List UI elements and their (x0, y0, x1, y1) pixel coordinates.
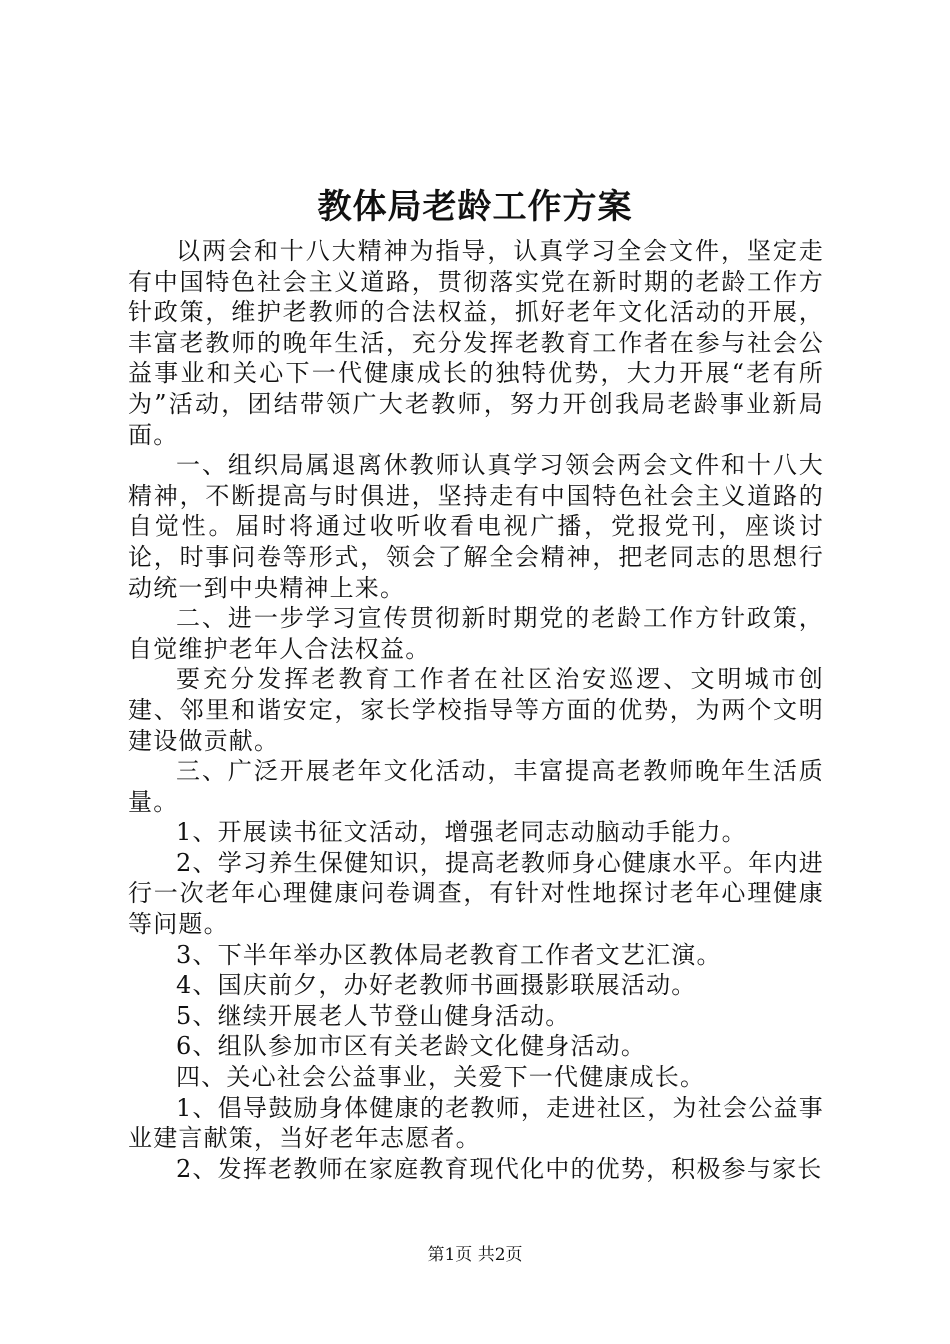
paragraph-item-4-1: 1、倡导鼓励身体健康的老教师，走进社区，为社会公益事业建言献策，当好老年志愿者。 (128, 1093, 824, 1153)
document-title: 教体局老龄工作方案 (317, 187, 633, 227)
paragraph-section-2: 二、进一步学习宣传贯彻新时期党的老龄工作方针政策，自觉维护老年人合法权益。 (128, 604, 824, 663)
paragraph-item-3-6: 6、组队参加市区有关老龄文化健身活动。 (176, 1032, 647, 1061)
paragraph-item-3-2: 2、学习养生保健知识，提高老教师身心健康水平。年内进行一次老年心理健康问卷调查，有针对性地探讨老年心理健康等问题。 (128, 848, 824, 939)
paragraph-item-3-3: 3、下半年举办区教体局老教育工作者文艺汇演。 (176, 940, 722, 969)
paragraph-item-3-1: 1、开展读书征文活动，增强老同志动脑动手能力。 (176, 818, 747, 847)
paragraph-section-4: 四、关心社会公益事业，关爱下一代健康成长。 (176, 1063, 706, 1092)
document-body (128, 236, 824, 1184)
paragraph-item-3-4: 4、国庆前夕，办好老教师书画摄影联展活动。 (176, 971, 697, 1000)
paragraph-section-3: 三、广泛开展老年文化活动，丰富提高老教师晚年生活质量。 (128, 757, 824, 816)
paragraph-item-3-5: 5、继续开展老人节登山健身活动。 (176, 1001, 571, 1030)
paragraph-section-2-detail: 要充分发挥老教育工作者在社区治安巡逻、文明城市创建、邻里和谐安定，家长学校指导等方面的优势，为两个文明建设做贡献。 (128, 665, 824, 755)
paragraph-intro: 以两会和十八大精神为指导，认真学习全会文件，坚定走有中国特色社会主义道路，贯彻落实党在新时期的老龄工作方针政策，维护老教师的合法权益，抓好老年文化活动的开展，丰富老教师的晚年生活，充分发挥老教育工作者在参与社会公益事业和关心下一代健康成长的独特优势，大力开展“老有所为”活动，团结带领广大老教师，努力开创我局老龄事业新局面。 (128, 237, 824, 449)
paragraph-item-4-2: 2、发挥老教师在家庭教育现代化中的优势，积极参与家长 (176, 1154, 823, 1183)
paragraph-section-1: 一、组织局属退离休教师认真学习领会两会文件和十八大精神，不断提高与时俱进，坚持走有中国特色社会主义道路的自觉性。届时将通过收听收看电视广播，党报党刊，座谈讨论，时事问卷等形式，领会了解全会精神，把老同志的思想行动统一到中央精神上来。 (128, 451, 824, 602)
page-number-footer: 第1页 共2页 (427, 1245, 523, 1265)
